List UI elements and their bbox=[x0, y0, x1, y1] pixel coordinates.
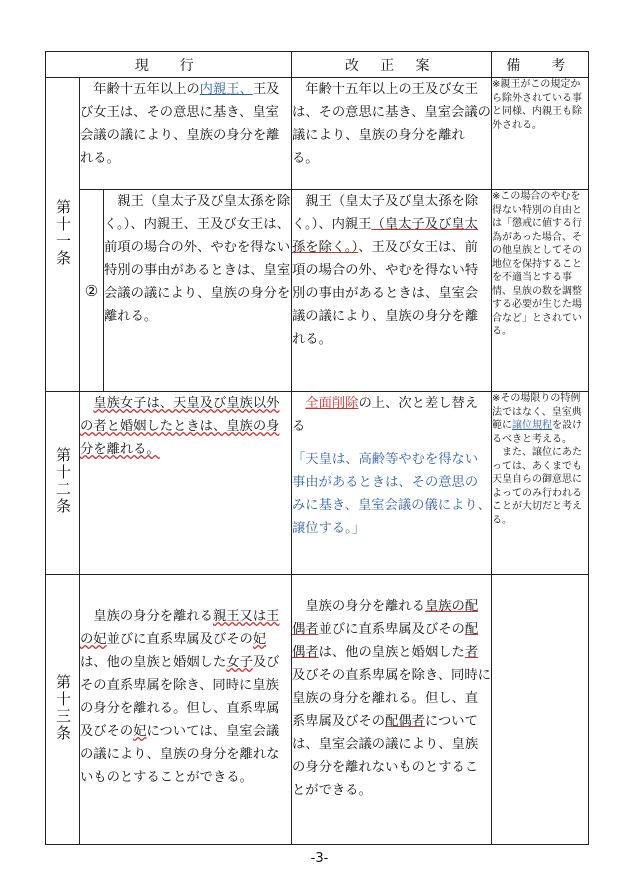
highlight-run: 親王又は王の妃 bbox=[80, 609, 280, 647]
text-run: の上、次と差し替える bbox=[292, 396, 479, 434]
text-run: また、譲位にあたっては、あくまでも天皇自らの御意思によってのみ行われることが大切だと考える。 bbox=[492, 447, 582, 526]
highlight-run: 内親王、 bbox=[199, 82, 253, 97]
text-run: を設けるべきと考える。 bbox=[492, 420, 582, 445]
highlight-run: 女子 bbox=[226, 655, 253, 670]
art12-label-cell bbox=[46, 392, 80, 575]
page-number: -3- bbox=[310, 851, 329, 866]
text-run: 皇族の身分を離れる bbox=[305, 599, 425, 614]
header-proposal: 改 正 案 bbox=[292, 52, 492, 78]
art12-label: 第十二条 bbox=[54, 447, 72, 515]
text-run: 親王（皇太子及び皇太孫を除く。）、内親王、王及び女王は、前項の場合の外、やむを得ない特別の事由があるときは、皇室会議の議により、皇族の身分を離れる。 bbox=[104, 194, 291, 324]
text-run: については、皇室会議の議により、皇族の身分を離れないものとすることができる。 bbox=[80, 724, 280, 785]
text-run: は、他の皇族と婚姻した bbox=[80, 655, 227, 670]
comparison-table bbox=[45, 51, 589, 845]
art13-current bbox=[80, 575, 292, 845]
header-current: 現 行 bbox=[46, 52, 292, 78]
highlight-run: （皇太子及び皇太孫を除く。） bbox=[292, 217, 478, 255]
text-run: 王及び女王は、その意思に基き、皇室会議の議により、皇族の身分を離れる。 bbox=[80, 82, 280, 166]
text-run: 及びその直系卑属を除き、同時に皇族の身分を離れる。但し、直系卑属及びその bbox=[80, 655, 280, 739]
text-run: 及びその直系卑属を除き、同時に皇族の身分を離れる。但し、直系卑属及びその bbox=[292, 668, 491, 729]
art12-proposal bbox=[292, 392, 492, 575]
highlight-run: 妃 bbox=[133, 724, 147, 739]
highlight-run: 配偶者 bbox=[385, 714, 425, 729]
art11-p2-note: ※この場合のやむを得ない特別の自由とは「懲戒に値する行為があった場合、その他皇族としてその地位を保持することを不適当とする事情、皇族の数を調整する必要が生じた場合など」とされている。 bbox=[492, 190, 589, 392]
highlight-run: 皇族女子は、天皇及び皇族以外の者と婚姻したときは、皇族の身分を離れる。 bbox=[80, 396, 280, 457]
text-run: 、王及び女王は、前項の場合の外、やむを得ない特別の事由があるときは、皇室会議の議により、皇族の身分を離れる。 bbox=[292, 240, 479, 347]
art13-row bbox=[46, 575, 589, 845]
text-run: は、他の皇族と婚姻した bbox=[318, 645, 465, 660]
text-run: 年齢十五年以上の bbox=[93, 82, 200, 97]
text-run: ※その場限りの特例法ではなく、皇室典範に bbox=[492, 393, 582, 431]
highlight-run: 譲位規程 bbox=[512, 420, 552, 431]
header-row bbox=[46, 52, 589, 78]
art12-current bbox=[80, 392, 292, 575]
highlight-run: 皇族の配偶者 bbox=[292, 599, 479, 637]
highlight-run: 妃 bbox=[252, 632, 267, 647]
art11-p2-num: ② bbox=[80, 190, 104, 392]
art13-note bbox=[492, 575, 589, 845]
art11-label: 第十一条 bbox=[54, 198, 72, 267]
text-run: 皇族の身分を離れる bbox=[93, 609, 213, 624]
art11-p1-row bbox=[46, 78, 589, 190]
art13-proposal bbox=[292, 575, 492, 845]
text-run: 並びに直系卑属及びその bbox=[318, 622, 465, 637]
highlight-run: 者 bbox=[464, 645, 479, 660]
art11-p2-proposal bbox=[292, 190, 492, 392]
highlight-run: 配偶者 bbox=[292, 622, 479, 660]
text-run: 並びに直系卑属及びその bbox=[106, 632, 253, 647]
art12-row bbox=[46, 392, 589, 575]
text-run: については、皇室会議の議により、皇族の身分を離れないものとすることができる。 bbox=[292, 714, 479, 798]
art13-label: 第十三条 bbox=[54, 673, 72, 742]
art11-p1-proposal bbox=[292, 78, 492, 190]
art12-note bbox=[492, 392, 589, 575]
text-run: 年齢十五年以上の王及び女王は、その意思に基き、皇室会議の議により、皇族の身分を離れる。 bbox=[292, 82, 491, 166]
highlight-run: 全面削除 bbox=[305, 396, 359, 411]
art11-p2-row bbox=[46, 190, 589, 392]
proposal-text: 「天皇は、高齢等やむを得ない事由があるときは、その意思のみに基き、皇室会議の儀により、譲位する。」 bbox=[292, 452, 491, 536]
art11-p2-current bbox=[104, 190, 292, 392]
header-remarks: 備 考 bbox=[492, 52, 589, 78]
art11-label-cell bbox=[46, 78, 80, 392]
art11-p1-note: ※親王がこの規定から除外されている事と同様、内親王も除外される。 bbox=[492, 78, 589, 190]
art13-label-cell bbox=[46, 575, 80, 845]
art11-p1-current bbox=[80, 78, 292, 190]
text-run: 親王（皇太子及び皇太孫を除く。）、内親王 bbox=[292, 194, 479, 232]
